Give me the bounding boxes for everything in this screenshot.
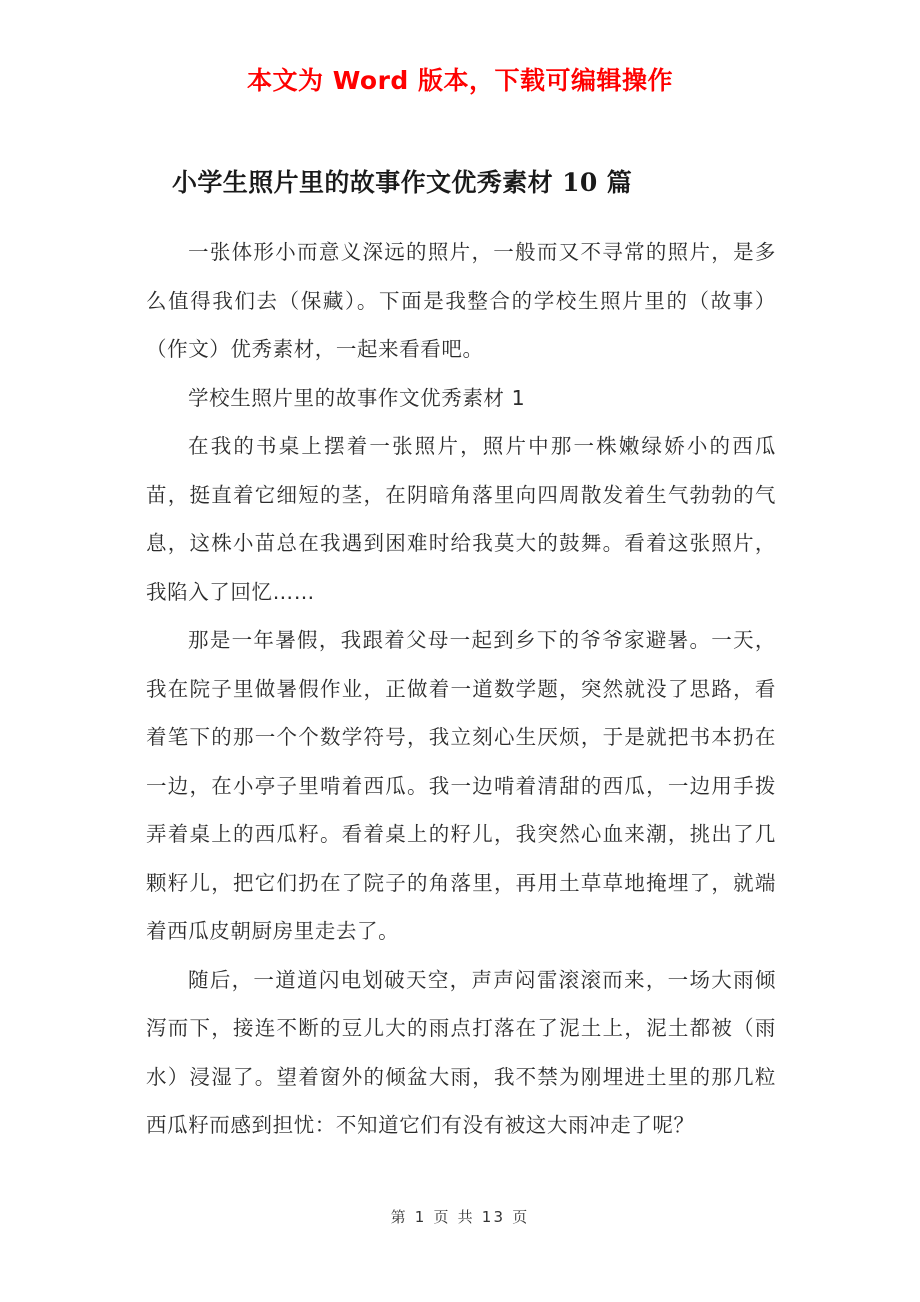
section-heading-1: 学校生照片里的故事作文优秀素材 1 [188,385,526,410]
body-paragraph-2: 那是一年暑假，我跟着父母一起到乡下的爷爷家避暑。一天，我在院子里做暑假作业，正做着一道数学题，突然就没了思路，看着笔下的那一个个数学符号，我立刻心生厌烦，于是就把书本扔在一边，在小亭子里啃着西瓜。我一边啃着清甜的西瓜，一边用手拨弄着桌上的西瓜籽。看着桌上的籽儿，我突然心血来潮，挑出了几颗籽儿，把它们扔在了院子的角落里，再用土草草地掩埋了，就端着西瓜皮朝厨房里走去了。 [146,628,776,943]
page-footer: 第 1 页 共 13 页 [390,1208,530,1226]
body-paragraph-3: 随后，一道道闪电划破天空，声声闷雷滚滚而来，一场大雨倾泻而下，接连不断的豆儿大的雨点打落在了泥土上，泥土都被（雨水）浸湿了。望着窗外的倾盆大雨，我不禁为刚埋进土里的那几粒西瓜籽而感到担忧：不知道它们有没有被这大雨冲走了呢？ [146,967,776,1137]
intro-paragraph: 一张体形小而意义深远的照片，一般而又不寻常的照片，是多么值得我们去（保藏）。下面是我整合的学校生照片里的（故事）（作文）优秀素材，一起来看看吧。 [146,240,776,361]
body-paragraph-1: 在我的书桌上摆着一张照片，照片中那一株嫩绿娇小的西瓜苗，挺直着它细短的茎，在阴暗角落里向四周散发着生气勃勃的气息，这株小苗总在我遇到困难时给我莫大的鼓舞。看着这张照片，我陷入了回忆…… [146,434,776,604]
promo-header-banner: 本文为 Word 版本，下载可编辑操作 [247,66,673,95]
page-title: 小学生照片里的故事作文优秀素材 10 篇 [172,167,633,197]
document-body [146,228,776,1150]
